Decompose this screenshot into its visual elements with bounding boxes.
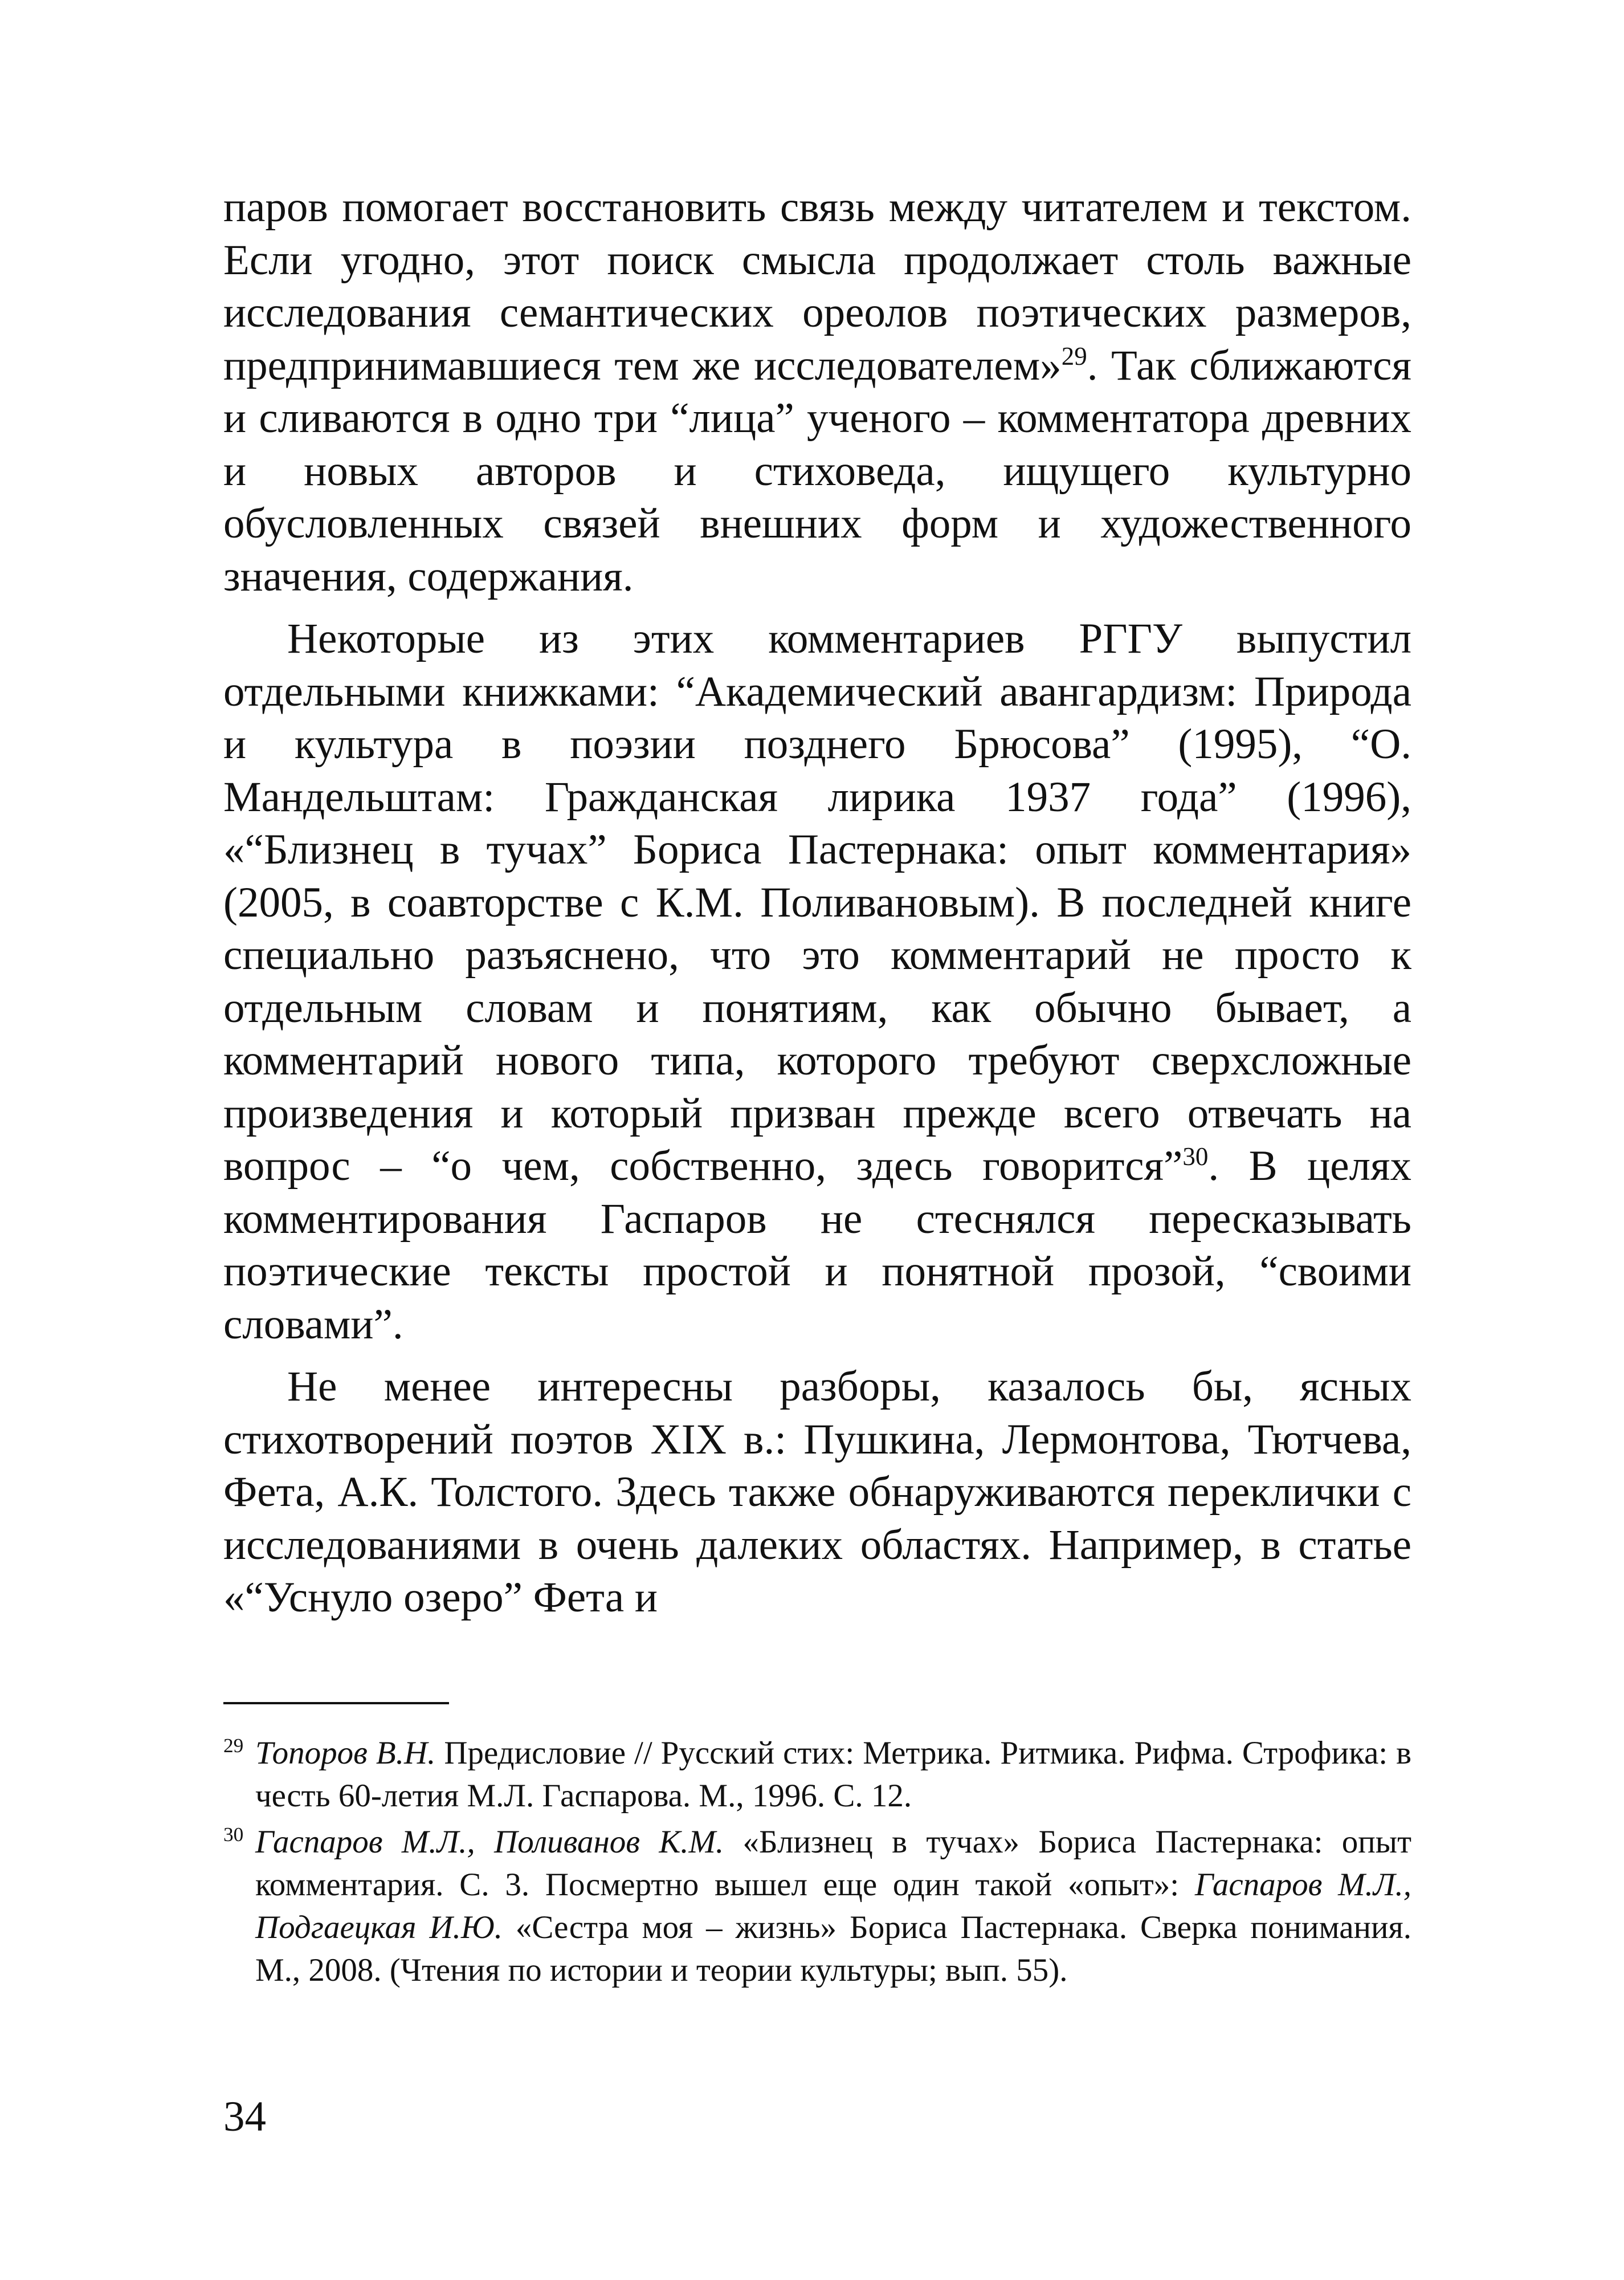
- footnote-text-2: «Сестра моя – жизнь» Бориса Пастернака. Сверка понимания. М., 2008. (Чтения по истории и теории культуры; вып. 55).: [255, 1909, 1411, 1988]
- footnote-30: 30 Гаспаров М.Л., Поливанов К.М. «Близнец в тучах» Бориса Пастернака: опыт комментария. С. 3. Посмертно вышел еще один такой «опыт»: Гаспаров М.Л., Подгаецкая И.Ю. «Сестра моя – жизнь» Бориса Пастернака. Сверка понимания. М., 2008. (Чтения по истории и теории культуры; вып. 55).: [223, 1823, 1411, 1988]
- paragraph-2-text-b: . В целях комментирования Гаспаров не стеснялся пересказывать поэтические тексты простой и понятной прозой, “своими словами”.: [223, 1142, 1412, 1348]
- footnote-author: Топоров В.Н.: [255, 1735, 436, 1771]
- footnotes: [223, 1732, 1411, 1995]
- footnote-ref-29[interactable]: 29: [1061, 341, 1087, 370]
- paragraph-1: [223, 181, 1411, 603]
- footnote-text: Предисловие // Русский стих: Метрика. Ритмика. Рифма. Строфика: в честь 60-летия М.Л. Гаспарова. М., 1996. С. 12.: [255, 1735, 1411, 1814]
- paragraph-1-text-b: . Так сближаются и сливаются в одно три “лица” ученого – комментатора древних и новых авторов и стиховеда, ищущего культурно обусловленных связей внешних форм и художественного значения, содержания.: [223, 341, 1411, 600]
- page-number: 34: [223, 2093, 266, 2140]
- footnote-text: «Близнец в тучах» Бориса Пастернака: опыт комментария. С. 3. Посмертно вышел еще один такой «опыт»:: [255, 1824, 1411, 1903]
- footnote-divider: [223, 1702, 449, 1704]
- paragraph-2-text-a: Некоторые из этих комментариев РГГУ выпустил отдельными книжками: “Академический авангардизм: Природа и культура в поэзии позднего Брюсова” (1995), “О. Мандельштам: Гражданская лирика 1937 года” (1996), «“Близнец в тучах” Бориса Пастернака: опыт комментария» (2005, в соавторстве с К.М. Поливановым). В последней книге специально разъяснено, что это комментарий не просто к отдельным словам и понятиям, как обычно бывает, а комментарий нового типа, которого требуют сверхсложные произведения и который призван прежде всего отвечать на вопрос – “о чем, собственно, здесь говорится”: [223, 615, 1411, 1190]
- main-text: [223, 181, 1411, 1634]
- paragraph-2: [223, 613, 1411, 1351]
- paragraph-1-text-a: паров помогает восстановить связь между читателем и текстом. Если угодно, этот поиск смысла продолжает столь важные исследования семантических ореолов поэтических размеров, предпринимавшиеся тем же исследователем»: [223, 184, 1411, 389]
- footnote-29: 29 Топоров В.Н. Предисловие // Русский стих: Метрика. Ритмика. Рифма. Строфика: в честь 60-летия М.Л. Гаспарова. М., 1996. С. 12.: [223, 1735, 1411, 1814]
- footnote-author: Гаспаров М.Л., Поливанов К.М.: [255, 1824, 724, 1860]
- footnote-ref-30[interactable]: 30: [1182, 1142, 1209, 1171]
- footnote-author-2: Гаспаров М.Л., Подгаецкая И.Ю.: [255, 1867, 1411, 1945]
- paragraph-3: Не менее интересны разборы, казалось бы, ясных стихотворений поэтов XIX в.: Пушкина, Лермонтова, Тютчева, Фета, А.К. Толстого. Здесь также обнаруживаются переклички с исследованиями в очень далеких областях. Например, в статье «“Уснуло озеро” Фета и: [223, 1363, 1411, 1621]
